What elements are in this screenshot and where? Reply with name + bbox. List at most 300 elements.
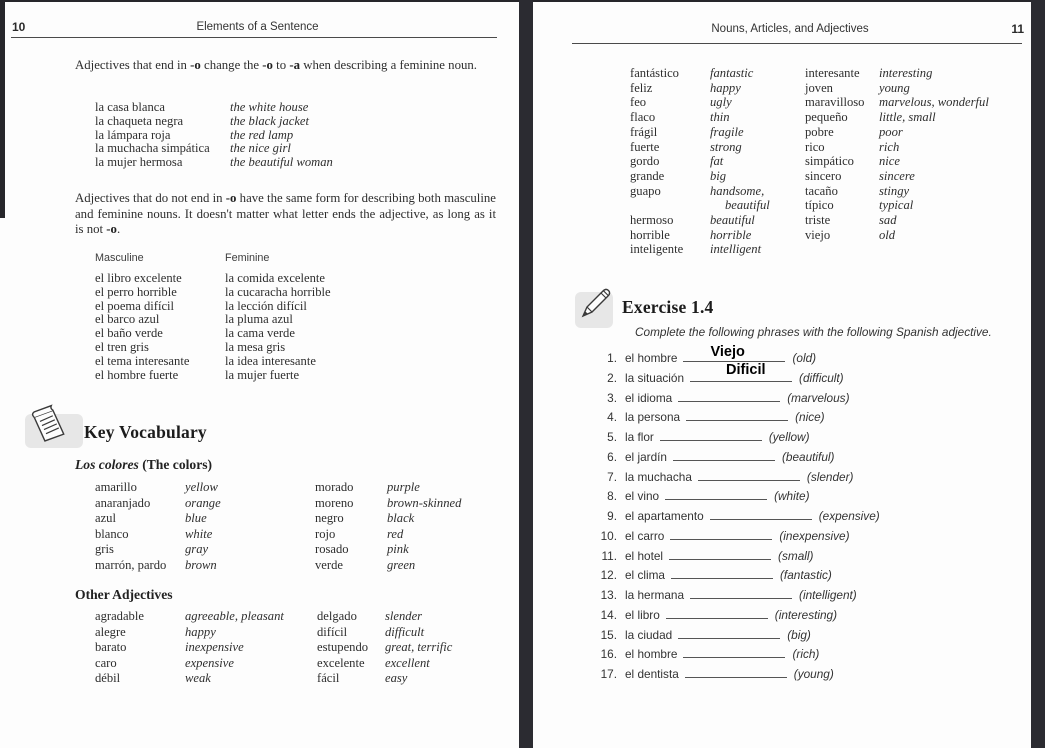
item-hint: (beautiful): [781, 449, 835, 464]
gender-row: [95, 286, 331, 300]
item-hint: (small): [778, 548, 814, 563]
adjective-spanish: débil: [95, 671, 121, 686]
item-hint: (fantastic): [780, 568, 832, 583]
adjective-english: difficult: [385, 624, 425, 639]
vocab-row: [630, 95, 770, 110]
item-hint: (marvelous): [787, 390, 850, 405]
masculine-phrase: el tren gris: [95, 339, 149, 354]
vocab-english: marvelous, wonderful: [879, 95, 989, 110]
adjective-english: happy: [185, 624, 216, 639]
vocab-english: big: [710, 168, 727, 183]
vocab-spanish: feo: [630, 95, 647, 110]
item-number: 2.: [607, 370, 617, 385]
para2-bold-o: -o: [225, 191, 237, 205]
color-english: purple: [387, 480, 420, 494]
color-english: pink: [387, 542, 409, 557]
color-spanish: rojo: [315, 526, 336, 541]
item-hint: (interesting): [774, 607, 838, 622]
vocab-spanish: [630, 198, 710, 213]
answer-blank[interactable]: [665, 487, 767, 500]
color-row: [315, 496, 461, 512]
color-english: red: [387, 526, 404, 541]
vocab-spanish: fantástico: [630, 66, 679, 80]
adjective-row: [317, 671, 452, 687]
vocab-row: [630, 140, 770, 155]
colors-subheading-english: (The colors): [138, 457, 213, 472]
adjective-spanish: estupendo: [317, 640, 369, 655]
vocab-spanish: interesante: [805, 66, 860, 80]
item-phrase: el idioma: [625, 390, 673, 405]
color-spanish: blanco: [95, 526, 129, 541]
item-phrase: el hombre: [625, 351, 678, 365]
color-english: white: [185, 526, 213, 541]
adjective-spanish: caro: [95, 655, 117, 670]
masculine-phrase: el barco azul: [95, 312, 160, 327]
adjective-english: excellent: [385, 655, 430, 670]
example-row: [95, 129, 333, 143]
item-number: 6.: [607, 449, 617, 464]
item-number: 11.: [601, 548, 617, 563]
item-hint: (intelligent): [799, 588, 857, 602]
color-english: blue: [185, 511, 207, 526]
exercise-item: [597, 566, 880, 586]
vocab-row: [630, 184, 770, 199]
adjective-english: inexpensive: [185, 640, 244, 655]
vocab-english: nice: [879, 154, 900, 169]
color-english: brown: [185, 557, 217, 572]
color-row: [95, 558, 221, 574]
gender-row: [95, 327, 331, 341]
feminine-phrase: la mesa gris: [225, 339, 286, 354]
adjective-english: great, terrific: [385, 640, 453, 655]
color-row: [95, 480, 221, 496]
answer-blank[interactable]: [671, 566, 773, 579]
colors-list-left: [95, 480, 221, 574]
masculine-header: Masculine: [95, 252, 144, 264]
vocab-list-right: [805, 66, 989, 242]
example-spanish: la muchacha simpática: [95, 141, 210, 156]
para2-text: .: [116, 222, 121, 237]
masculine-phrase: el tema interesante: [95, 353, 190, 368]
color-spanish: moreno: [315, 495, 354, 510]
color-english: black: [387, 511, 415, 526]
vocab-english: young: [879, 80, 910, 95]
item-number: 14.: [600, 607, 617, 622]
exercise-item: [597, 507, 880, 527]
color-row: [315, 527, 461, 543]
para1-text: to: [272, 58, 290, 72]
adjective-spanish: agradable: [95, 609, 144, 623]
exercise-item: [597, 606, 880, 626]
para1-bold-o: -o: [190, 58, 201, 72]
example-spanish: la mujer hermosa: [95, 155, 183, 170]
example-english: the black jacket: [230, 113, 310, 128]
item-number: 4.: [607, 410, 617, 425]
item-hint: (young): [793, 667, 834, 681]
color-english: orange: [185, 495, 221, 510]
feminine-phrase: la comida excelente: [225, 271, 325, 285]
item-phrase: la situación: [625, 370, 685, 385]
answer-blank[interactable]: [683, 344, 785, 362]
item-number: 3.: [607, 390, 617, 405]
item-hint: (nice): [795, 410, 825, 425]
vocab-spanish: maravilloso: [805, 95, 865, 110]
adjective-row: [317, 640, 452, 656]
item-hint: (old): [792, 351, 817, 365]
adjective-spanish: barato: [95, 640, 127, 655]
vocab-row: [805, 198, 989, 213]
vocab-spanish: sincero: [805, 168, 842, 183]
vocab-spanish: pobre: [805, 124, 834, 139]
exercise-title: Exercise 1.4: [622, 297, 714, 317]
item-hint: (rich): [792, 647, 820, 662]
answer-blank[interactable]: [698, 468, 800, 481]
item-hint: (slender): [806, 469, 854, 484]
vocab-english: rich: [879, 139, 900, 154]
item-phrase: el apartamento: [625, 509, 704, 523]
vocab-spanish: grande: [630, 168, 665, 183]
answer-blank[interactable]: [710, 507, 812, 520]
answer-blank[interactable]: [660, 428, 762, 441]
color-row: [315, 480, 461, 496]
adjective-spanish: delgado: [317, 609, 357, 623]
other-adjectives-left: [95, 609, 284, 687]
color-row: [95, 511, 221, 527]
example-spanish: la casa blanca: [95, 100, 165, 114]
vocab-spanish: inteligente: [630, 242, 684, 257]
paragraph-invariable-rule: [75, 191, 496, 238]
vocab-english: fantastic: [710, 66, 754, 80]
item-number: 5.: [607, 430, 617, 444]
vocab-english: ugly: [710, 95, 732, 110]
adjective-row: [317, 609, 452, 625]
feminine-phrase: la idea interesante: [225, 353, 316, 368]
item-hint: (inexpensive): [779, 528, 850, 543]
vocab-row: [805, 125, 989, 140]
book-gutter: [519, 0, 533, 748]
other-adjectives-subheading: Other Adjectives: [75, 587, 173, 602]
color-spanish: rosado: [315, 542, 349, 557]
answer-blank[interactable]: [678, 626, 780, 639]
vocab-english: beautiful: [725, 198, 770, 213]
vocab-spanish: típico: [805, 198, 834, 213]
vocab-spanish: fuerte: [630, 139, 660, 154]
vocab-english: stingy: [879, 183, 910, 198]
item-phrase: el vino: [625, 489, 660, 504]
feminine-header: Feminine: [225, 252, 270, 264]
color-english: brown-skinned: [387, 495, 462, 510]
answer-blank[interactable]: [683, 645, 785, 658]
vocab-list-left: [630, 66, 770, 257]
vocab-spanish: flaco: [630, 110, 656, 125]
vocab-row: [805, 184, 989, 199]
color-row: [315, 511, 461, 527]
para2-text: have the same form for describing both masculine and feminine nouns. It doesn't matter what letter ends the adjective, as long as it is not: [75, 191, 496, 237]
vocab-english: beautiful: [710, 213, 755, 228]
color-english: gray: [185, 542, 209, 557]
gender-table-headers: [95, 252, 269, 264]
masculine-phrase: el libro excelente: [95, 271, 182, 285]
vocab-row: [630, 110, 770, 125]
color-spanish: azul: [95, 511, 116, 526]
masculine-phrase: el poema difícil: [95, 298, 175, 313]
vocab-row: [805, 140, 989, 155]
example-english: the white house: [230, 100, 309, 114]
item-number: 7.: [607, 469, 617, 484]
vocab-row: [630, 66, 770, 81]
colors-subheading: [75, 457, 212, 473]
vocab-row: [805, 110, 989, 125]
adjective-spanish: difícil: [317, 624, 348, 639]
item-number: 13.: [600, 588, 617, 602]
example-row: [95, 115, 333, 129]
para1-bold-o: -o: [262, 58, 273, 72]
adjective-row: [95, 640, 284, 656]
adjective-row: [95, 609, 284, 625]
vocab-spanish: gordo: [630, 154, 660, 169]
vocab-spanish: simpático: [805, 154, 854, 169]
answer-blank[interactable]: [690, 586, 792, 599]
color-spanish: gris: [95, 542, 114, 557]
notepad-icon: [27, 404, 69, 448]
color-row: [95, 542, 221, 558]
masculine-phrase: el hombre fuerte: [95, 367, 179, 382]
left-head-rule: [11, 37, 497, 38]
adjective-row: [95, 671, 284, 687]
answer-blank[interactable]: [690, 361, 792, 382]
answer-blank[interactable]: [673, 448, 775, 461]
right-head-rule: [572, 43, 1022, 44]
item-number: 17.: [600, 667, 617, 681]
exercise-item: [597, 645, 880, 665]
exercise-item: [597, 527, 880, 547]
vocab-spanish: tacaño: [805, 183, 838, 198]
vocab-row: [805, 213, 989, 228]
color-english: yellow: [185, 480, 218, 494]
item-phrase: la hermana: [625, 588, 685, 602]
item-phrase: el hombre: [625, 647, 678, 662]
gender-table: [95, 272, 331, 382]
color-row: [95, 496, 221, 512]
adjective-english: weak: [185, 671, 211, 686]
exercise-item: [597, 448, 880, 468]
gender-row: [95, 272, 331, 286]
vocab-row: [805, 154, 989, 169]
para2-bold-o: -o: [106, 222, 117, 237]
answer-text[interactable]: Dificil: [726, 361, 766, 378]
item-phrase: el hotel: [625, 548, 664, 563]
pencil-icon: [573, 283, 615, 325]
exercise-item: [597, 408, 880, 428]
adjective-spanish: fácil: [317, 671, 340, 686]
adjective-english: slender: [385, 609, 423, 623]
vocab-english: poor: [879, 124, 903, 139]
exercise-item: [597, 547, 880, 567]
adjective-english: easy: [385, 671, 408, 686]
answer-blank[interactable]: [685, 665, 787, 678]
vocab-row: [805, 95, 989, 110]
answer-blank[interactable]: [669, 547, 771, 560]
example-spanish: la chaqueta negra: [95, 113, 184, 128]
color-english: green: [387, 557, 416, 572]
item-number: 12.: [600, 568, 617, 583]
answer-blank[interactable]: [686, 408, 788, 421]
vocab-spanish: feliz: [630, 80, 653, 95]
vocab-row: [805, 81, 989, 96]
item-hint: (difficult): [799, 370, 844, 385]
vocab-spanish: guapo: [630, 183, 661, 198]
item-number: 9.: [607, 509, 617, 523]
answer-blank[interactable]: [678, 389, 780, 402]
answer-text[interactable]: Viejo: [710, 344, 745, 360]
masculine-phrase: el baño verde: [95, 326, 163, 341]
color-row: [315, 542, 461, 558]
feminine-phrase: la pluma azul: [225, 312, 293, 327]
adjective-spanish: alegre: [95, 624, 126, 639]
color-spanish: amarillo: [95, 480, 137, 494]
vocab-spanish: triste: [805, 213, 831, 228]
adjective-english: agreeable, pleasant: [185, 609, 284, 623]
vocab-english: thin: [710, 110, 730, 125]
gender-row: [95, 341, 331, 355]
item-number: 1.: [607, 351, 617, 365]
item-hint: (expensive): [818, 509, 880, 523]
right-page-number: 11: [1011, 22, 1024, 36]
item-hint: (white): [774, 489, 810, 504]
para1-text: Adjectives that end in: [75, 58, 191, 72]
example-row: [95, 101, 333, 115]
gender-row: [95, 355, 331, 369]
colors-subheading-spanish: Los colores: [75, 457, 139, 472]
feminine-phrase: la cucaracha horrible: [225, 284, 331, 299]
example-spanish: la lámpara roja: [95, 127, 171, 142]
vocab-english: happy: [710, 80, 741, 95]
adjective-spanish: excelente: [317, 655, 365, 670]
vocab-spanish: hermoso: [630, 213, 674, 228]
exercise-item: [597, 586, 880, 606]
item-hint: (yellow): [768, 430, 810, 444]
example-row: [95, 142, 333, 156]
vocab-spanish: horrible: [630, 227, 670, 242]
feminine-phrase: la lección difícil: [225, 298, 307, 313]
item-phrase: el libro: [625, 607, 660, 622]
answer-blank[interactable]: [666, 606, 768, 619]
adjective-row: [317, 656, 452, 672]
exercise-item: [597, 665, 880, 685]
vocab-spanish: joven: [805, 80, 833, 95]
adjective-row: [95, 625, 284, 641]
answer-blank[interactable]: [670, 527, 772, 540]
vocab-row: [805, 228, 989, 243]
exercise-item: [597, 428, 880, 448]
feminine-phrase: la cama verde: [225, 326, 295, 341]
vocab-english: intelligent: [710, 242, 762, 257]
vocab-spanish: frágil: [630, 124, 658, 139]
vocab-english: fragile: [710, 124, 744, 139]
color-spanish: verde: [315, 557, 343, 572]
left-page-number: 10: [12, 20, 26, 34]
item-hint: (big): [787, 627, 811, 642]
exercise-item: [597, 361, 880, 389]
gender-row: [95, 300, 331, 314]
color-row: [95, 527, 221, 543]
other-adjectives-right: [317, 609, 452, 687]
vocab-row: [630, 81, 770, 96]
vocab-english: handsome,: [710, 183, 765, 198]
vocab-spanish: viejo: [805, 227, 831, 242]
item-number: 8.: [607, 489, 617, 504]
vocab-english: sincere: [879, 168, 915, 183]
scan-right-edge: [1031, 0, 1045, 748]
example-english: the beautiful woman: [230, 155, 333, 170]
para1-bold-a: -a: [289, 58, 300, 72]
color-spanish: morado: [315, 480, 354, 494]
vocab-row: [630, 228, 770, 243]
item-phrase: la persona: [625, 410, 681, 425]
exercise-item: [597, 468, 880, 488]
color-spanish: anaranjado: [95, 495, 151, 510]
vocab-english: little, small: [879, 110, 936, 125]
vocab-row: [630, 125, 770, 140]
colors-list-right: [315, 480, 461, 574]
exercise-item: [597, 389, 880, 409]
masculine-phrase: el perro horrible: [95, 284, 177, 299]
example-english: the red lamp: [230, 127, 294, 142]
right-running-head: Nouns, Articles, and Adjectives: [711, 23, 869, 35]
item-phrase: el clima: [625, 568, 665, 583]
vocab-spanish: rico: [805, 139, 825, 154]
vocab-english: sad: [879, 213, 897, 228]
vocab-english: horrible: [710, 227, 752, 242]
vocab-row: [630, 154, 770, 169]
vocab-row: [805, 169, 989, 184]
vocab-row: [630, 169, 770, 184]
left-running-head: Elements of a Sentence: [196, 21, 319, 33]
para2-text: Adjectives that do not end in: [75, 191, 226, 205]
item-phrase: el dentista: [625, 667, 679, 681]
para1-text: when describing a feminine noun.: [300, 58, 477, 72]
item-number: 16.: [600, 647, 617, 662]
vocab-english: strong: [710, 139, 742, 154]
adjective-english: expensive: [185, 655, 234, 670]
item-phrase: la muchacha: [625, 469, 692, 484]
vocab-english: old: [879, 227, 896, 242]
vocab-english: typical: [879, 198, 914, 213]
vocab-row: [630, 213, 770, 228]
item-phrase: el jardín: [625, 449, 667, 464]
vocab-row: [630, 242, 770, 257]
vocab-row: [805, 66, 989, 81]
exercise-items: [597, 344, 880, 685]
color-spanish: marrón, pardo: [95, 557, 167, 572]
gender-row: [95, 313, 331, 327]
adjective-row: [317, 625, 452, 641]
example-english: the nice girl: [230, 141, 291, 156]
example-row: [95, 156, 333, 170]
color-spanish: negro: [315, 511, 344, 526]
gender-row: [95, 369, 331, 383]
color-row: [315, 558, 461, 574]
para1-text: change the: [200, 58, 263, 72]
item-phrase: el carro: [625, 528, 665, 543]
feminine-phrase: la mujer fuerte: [225, 367, 300, 382]
exercise-item: [597, 487, 880, 507]
vocab-row: [630, 198, 770, 213]
exercise-item: [597, 626, 880, 646]
adjective-row: [95, 656, 284, 672]
key-vocabulary-title: Key Vocabulary: [84, 422, 207, 442]
vocab-english: fat: [710, 154, 724, 169]
